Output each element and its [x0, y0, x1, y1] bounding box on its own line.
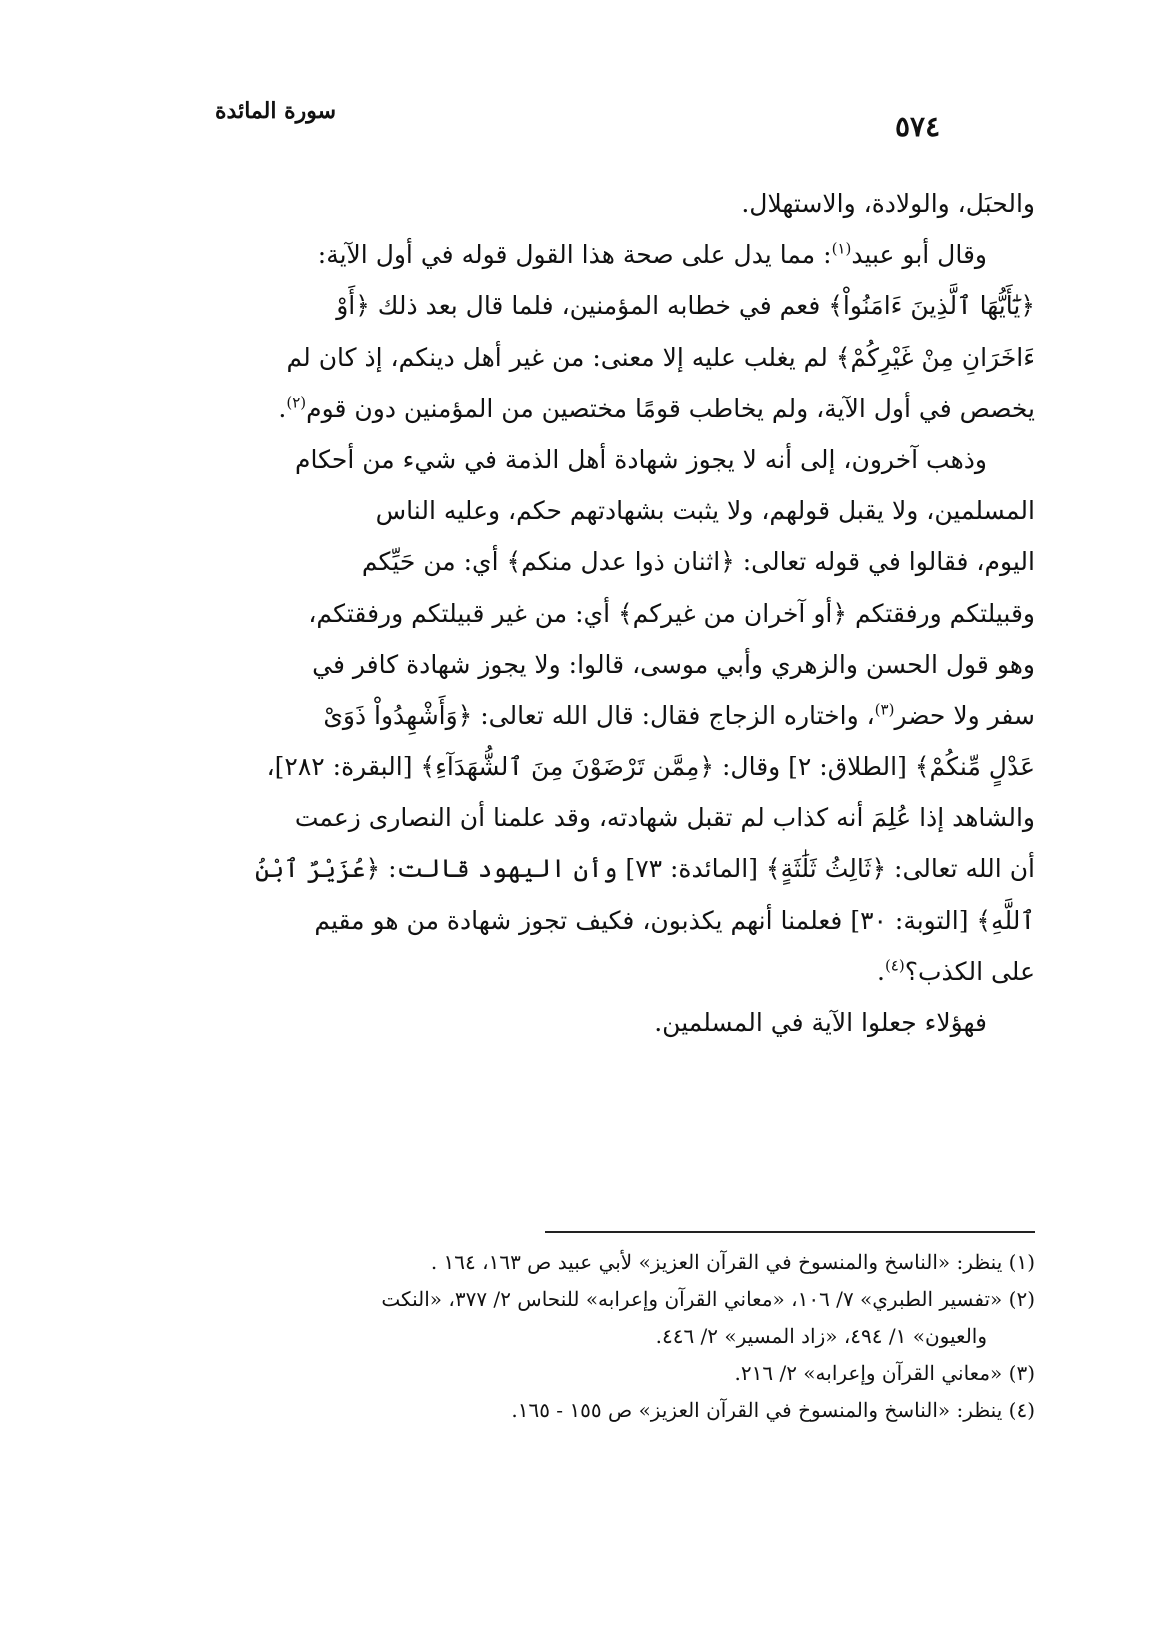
footnote-item	[130, 1281, 1035, 1318]
footnote-separator	[545, 1231, 1035, 1233]
page-number: ٥٧٤	[895, 110, 941, 143]
footnote-text: «معاني القرآن وإعرابه» ٢/ ٢١٦.	[734, 1361, 1003, 1385]
text-line: سفر ولا حضر$^{(٣)}$، واختاره الزجاج فقال: قال الله تعالى: ﴿وَأَشْهِدُواْ ذَوَىْ	[323, 700, 1035, 730]
text-line: وذهب آخرون، إلى أنه لا يجوز شهادة أهل الذمة في شيء من أحكام	[295, 444, 987, 474]
footnote-number: (٣)	[1008, 1361, 1035, 1385]
footnote-text: ينظر: «الناسخ والمنسوخ في القرآن العزيز» ص ١٥٥ - ١٦٥.	[511, 1398, 1003, 1422]
footnote-text: ينظر: «الناسخ والمنسوخ في القرآن العزيز» لأبي عبيد ص ١٦٣، ١٦٤ .	[430, 1250, 1003, 1274]
footnote-text: «تفسير الطبري» ٧/ ١٠٦، «معاني القرآن وإعرابه» للنحاس ٢/ ٣٧٧، «النكت	[381, 1287, 1003, 1311]
footnote-item	[130, 1244, 1035, 1281]
text-line: فهؤلاء جعلوا الآية في المسلمين.	[654, 1008, 987, 1037]
footnote-number: (٤)	[1008, 1398, 1035, 1422]
footnote-ref: (١)	[831, 239, 852, 258]
text-line: والشاهد إذا عُلِمَ أنه كذاب لم تقبل شهادته، وقد علمنا أن النصارى زعمت	[294, 803, 1035, 833]
footnotes	[130, 1244, 1035, 1429]
footnote-item	[130, 1355, 1035, 1392]
main-text	[130, 178, 1035, 1048]
text-line: وقال أبو عبيد$^{(١)}$: مما يدل على صحة هذا القول قوله في أول الآية:	[317, 239, 987, 270]
text-line: يخصص في أول الآية، ولم يخاطب قومًا مختصين من المؤمنين دون قوم$^{(٢)}$.	[278, 393, 1035, 423]
footnote-number: (١)	[1008, 1250, 1035, 1274]
text-line: والحبَل، والولادة، والاستهلال.	[741, 189, 1035, 218]
footnote-item	[130, 1392, 1035, 1429]
running-header-title: سورة المائدة	[215, 98, 337, 124]
text-line: ٱللَّهِ﴾ [التوبة: ٣٠] فعلمنا أنهم يكذبون، فكيف تجوز شهادة من هو مقيم	[314, 905, 1035, 935]
footnote-ref: (٢)	[286, 393, 307, 412]
text-line: المسلمين، ولا يقبل قولهم، ولا يثبت بشهادتهم حكم، وعليه الناس	[375, 496, 1035, 526]
text-line: ءَاخَرَانِ مِنْ غَيْرِكُمْ﴾ لم يغلب عليه إلا معنى: من غير أهل دينكم، إذ كان لم	[286, 342, 1035, 372]
text-line: عَدْلٍ مِّنكُمْ﴾ [الطلاق: ٢] وقال: ﴿مِمَّن تَرْضَوْنَ مِنَ ٱلشُّهَدَآءِ﴾ [البقرة: ٢٨٢]،	[266, 752, 1035, 782]
footnote-ref: (٣)	[874, 700, 895, 719]
text-line: أن الله تعالى: ﴿ثَالِثُ ثَلَٰثَةٍ﴾ [المائدة: ٧٣] وأن اليهود قالت: ﴿عُزَيْرٌ ٱبْنُ	[255, 854, 1035, 884]
text-line: اليوم، فقالوا في قوله تعالى: ﴿اثنان ذوا عدل منكم﴾ أي: من حَيِّكم	[361, 547, 1035, 577]
text-line: على الكذب؟$^{(٤)}$.	[876, 956, 1035, 986]
footnote-continuation: والعيون» ١/ ٤٩٤، «زاد المسير» ٢/ ٤٤٦.	[655, 1324, 987, 1348]
text-line: وقبيلتكم ورفقتكم ﴿أو آخران من غيركم﴾ أي: من غير قبيلتكم ورفقتكم،	[308, 598, 1035, 628]
footnote-number: (٢)	[1008, 1287, 1035, 1311]
text-line: وهو قول الحسن والزهري وأبي موسى، قالوا: ولا يجوز شهادة كافر في	[312, 649, 1035, 679]
footnote-ref: (٤)	[884, 956, 905, 975]
text-line: ﴿يَٰٓأَيُّهَا ٱلَّذِينَ ءَامَنُواْ﴾ فعم في خطابه المؤمنين، فلما قال بعد ذلك ﴿أَوْ	[336, 291, 1035, 321]
